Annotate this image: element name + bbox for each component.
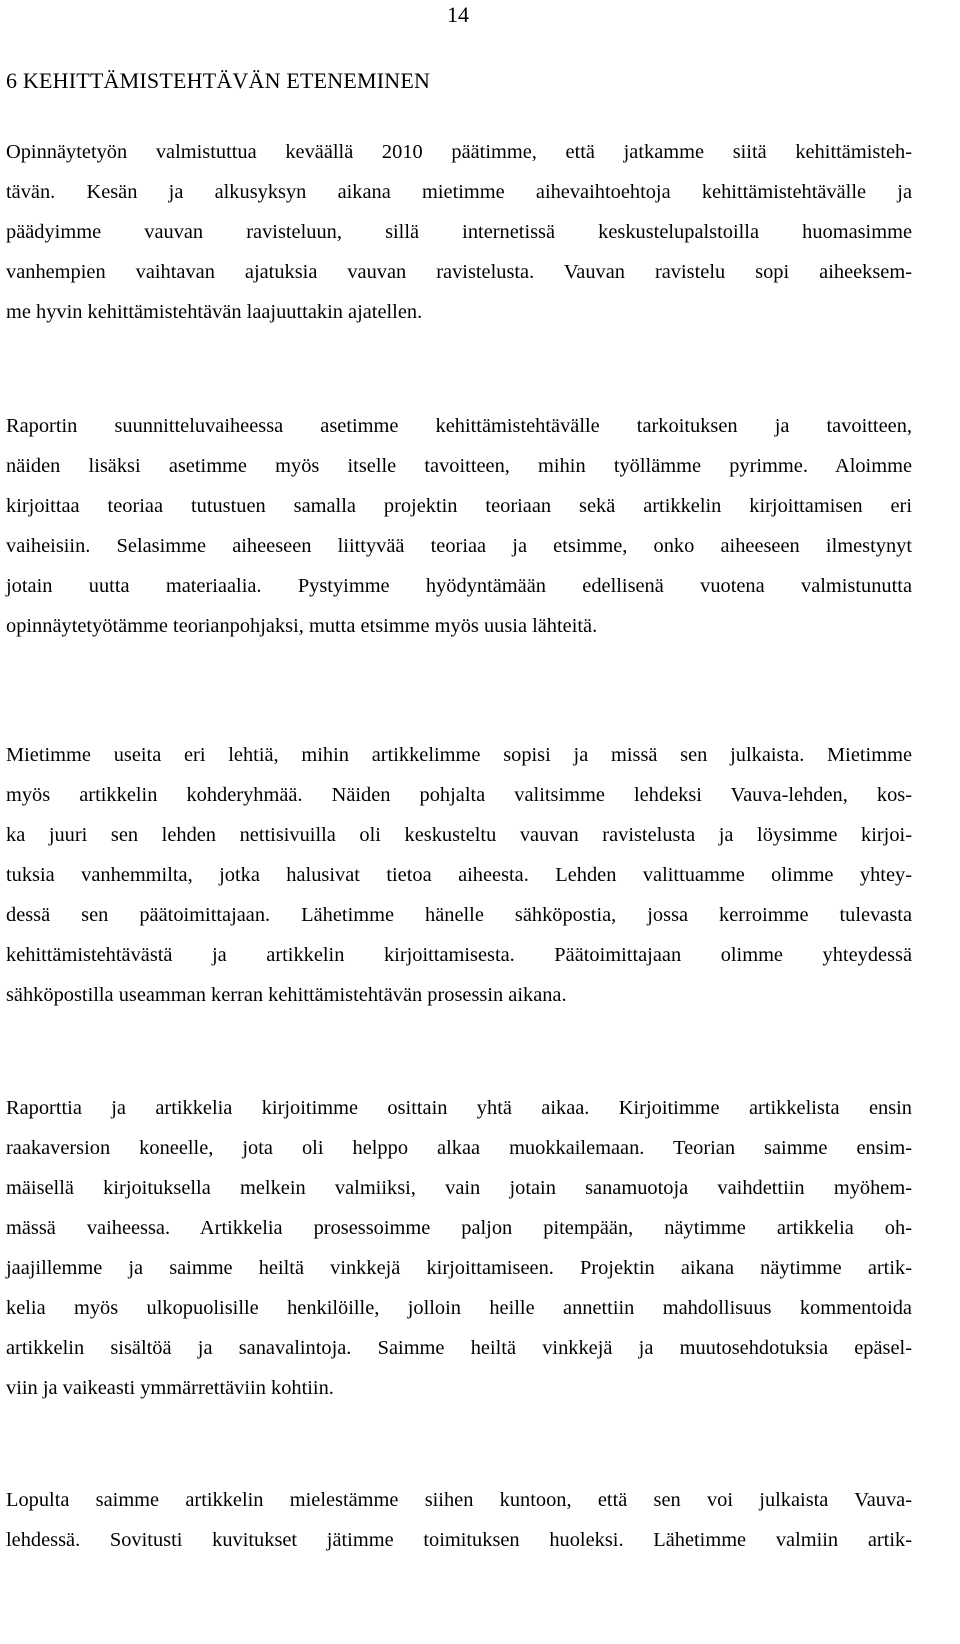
text-line: vanhempien vaihtavan ajatuksia vauvan ravistelusta. Vauvan ravistelu sopi aiheeksem-	[6, 261, 912, 283]
paragraph-1	[6, 132, 912, 332]
paragraph-2	[6, 406, 912, 646]
text-line: mässä vaiheessa. Artikkelia prosessoimme paljon pitempään, näytimme artikkelia oh-	[6, 1217, 912, 1239]
text-line: Raporttia ja artikkelia kirjoitimme osittain yhtä aikaa. Kirjoitimme artikkelista ensin	[6, 1097, 912, 1119]
text-line: kirjoittaa teoriaa tutustuen samalla projektin teoriaan sekä artikkelin kirjoittamisen eri	[6, 495, 912, 517]
text-line: vaiheisiin. Selasimme aiheeseen liittyvää teoriaa ja etsimme, onko aiheeseen ilmestynyt	[6, 535, 912, 557]
text-line: artikkelin sisältöä ja sanavalintoja. Saimme heiltä vinkkejä ja muutosehdotuksia epäsel-	[6, 1337, 912, 1359]
text-line: Mietimme useita eri lehtiä, mihin artikkelimme sopisi ja missä sen julkaista. Mietimme	[6, 744, 912, 766]
text-line: Raportin suunnitteluvaiheessa asetimme kehittämistehtävälle tarkoituksen ja tavoitteen,	[6, 415, 912, 437]
page-number: 14	[447, 2, 469, 27]
paragraph-5	[6, 1480, 912, 1560]
text-line: näiden lisäksi asetimme myös itselle tavoitteen, mihin työllämme pyrimme. Aloimme	[6, 455, 912, 477]
text-line: tävän. Kesän ja alkusyksyn aikana mietimme aihevaihtoehtoja kehittämistehtävälle ja	[6, 181, 912, 203]
text-line: sähköpostilla useamman kerran kehittämistehtävän prosessin aikana.	[6, 984, 567, 1006]
text-line: päädyimme vauvan ravisteluun, sillä internetissä keskustelupalstoilla huomasimme	[6, 221, 912, 243]
text-line: ka juuri sen lehden nettisivuilla oli keskusteltu vauvan ravistelusta ja löysimme kirjoi-	[6, 824, 912, 846]
text-line: kelia myös ulkopuolisille henkilöille, jolloin heille annettiin mahdollisuus kommentoida	[6, 1297, 912, 1319]
text-line: kehittämistehtävästä ja artikkelin kirjoittamisesta. Päätoimittajaan olimme yhteydessä	[6, 944, 912, 966]
text-line: opinnäytetyötämme teorianpohjaksi, mutta etsimme myös uusia lähteitä.	[6, 615, 598, 637]
text-line: tuksia vanhemmilta, jotka halusivat tietoa aiheesta. Lehden valittuamme olimme yhtey-	[6, 864, 912, 886]
text-line: me hyvin kehittämistehtävän laajuuttakin ajatellen.	[6, 301, 423, 323]
text-line: Lopulta saimme artikkelin mielestämme siihen kuntoon, että sen voi julkaista Vauva-	[6, 1489, 912, 1511]
text-line: raakaversion koneelle, jota oli helppo alkaa muokkailemaan. Teorian saimme ensim-	[6, 1137, 912, 1159]
text-line: myös artikkelin kohderyhmää. Näiden pohjalta valitsimme lehdeksi Vauva-lehden, kos-	[6, 784, 912, 806]
text-line: mäisellä kirjoituksella melkein valmiiksi, vain jotain sanamuotoja vaihdettiin myöhem-	[6, 1177, 912, 1199]
text-line: jotain uutta materiaalia. Pystyimme hyödyntämään edellisenä vuotena valmistunutta	[6, 575, 912, 597]
text-line: lehdessä. Sovitusti kuvitukset jätimme toimituksen huoleksi. Lähetimme valmiin artik-	[6, 1529, 912, 1551]
paragraph-4	[6, 1088, 912, 1408]
text-line: jaajillemme ja saimme heiltä vinkkejä kirjoittamiseen. Projektin aikana näytimme artik-	[6, 1257, 912, 1279]
text-line: dessä sen päätoimittajaan. Lähetimme hänelle sähköpostia, jossa kerroimme tulevasta	[6, 904, 912, 926]
paragraph-3	[6, 735, 912, 1015]
chapter-heading: 6 KEHITTÄMISTEHTÄVÄN ETENEMINEN	[6, 68, 431, 93]
text-line: viin ja vaikeasti ymmärrettäviin kohtiin.	[6, 1377, 334, 1399]
text-line: Opinnäytetyön valmistuttua keväällä 2010 päätimme, että jatkamme siitä kehittämisteh-	[6, 141, 912, 163]
